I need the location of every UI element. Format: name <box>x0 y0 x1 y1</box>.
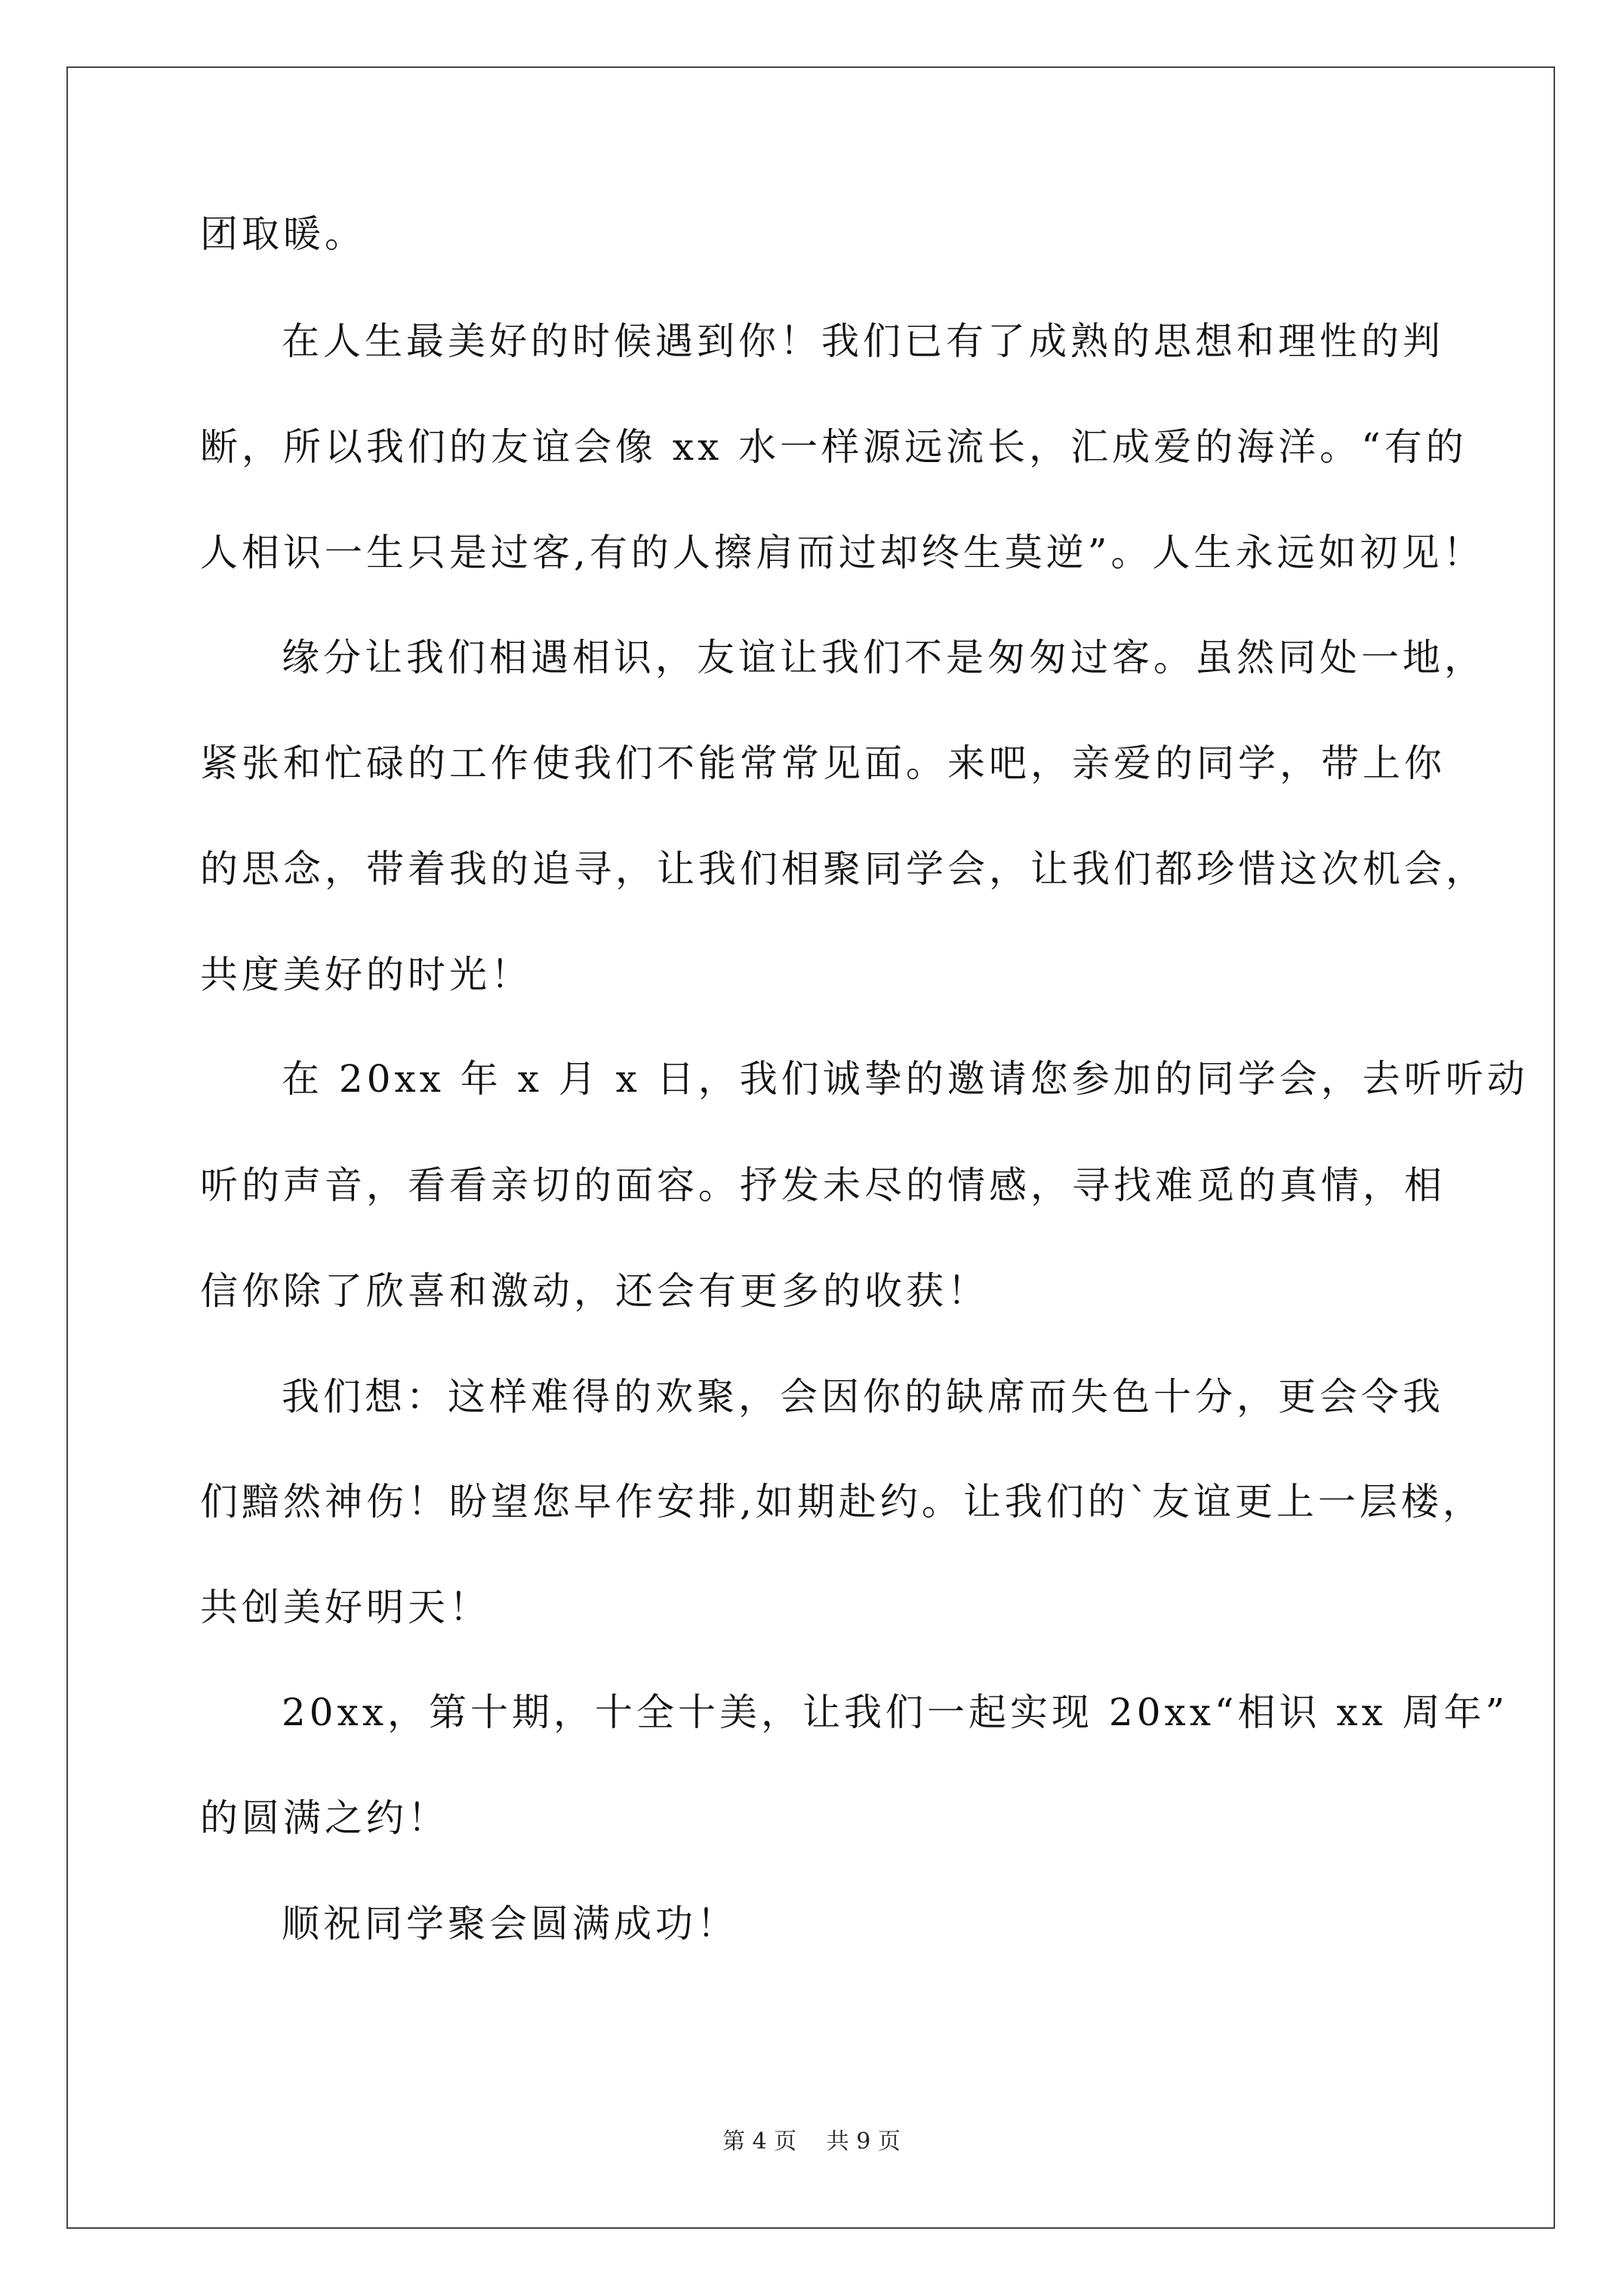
current-page-label: 第 4 页 <box>722 2128 797 2155</box>
text-line-12: 我们想：这样难得的欢聚，会因你的缺席而失色十分，更会令我 <box>282 1375 1444 1419</box>
text-line-8: 共度美好的时光！ <box>200 953 532 997</box>
text-line-17: 顺祝同学聚会圆满成功！ <box>282 1902 738 1946</box>
text-line-10: 听的声音，看看亲切的面容。抒发未尽的情感，寻找难觅的真情，相 <box>200 1163 1446 1207</box>
text-line-13: 们黯然神伤！盼望您早作安排,如期赴约。让我们的`友谊更上一层楼， <box>200 1480 1484 1524</box>
text-line-7: 的思念，带着我的追寻，让我们相聚同学会，让我们都珍惜这次机会， <box>200 847 1487 891</box>
text-line-15: 20xx，第十期，十全十美，让我们一起实现 20xx“相识 xx 周年” <box>282 1690 1509 1734</box>
text-line-1: 团取暖。 <box>200 212 366 256</box>
text-line-2: 在人生最美好的时候遇到你！我们已有了成熟的思想和理性的判 <box>282 319 1444 363</box>
text-line-16: 的圆满之约！ <box>200 1796 449 1840</box>
text-line-6: 紧张和忙碌的工作使我们不能常常见面。来吧，亲爱的同学，带上你 <box>200 741 1446 785</box>
text-line-4: 人相识一生只是过客,有的人擦肩而过却终生莫逆”。人生永远如初见！ <box>200 531 1485 575</box>
text-line-14: 共创美好明天！ <box>200 1586 491 1629</box>
text-line-11: 信你除了欣喜和激动，还会有更多的收获！ <box>200 1269 989 1313</box>
text-line-9: 在 20xx 年 x 月 x 日，我们诚挚的邀请您参加的同学会，去听听动 <box>282 1057 1529 1101</box>
text-line-3: 断，所以我们的友谊会像 xx 水一样源远流长，汇成爱的海洋。“有的 <box>200 425 1467 469</box>
text-line-5: 缘分让我们相遇相识，友谊让我们不是匆匆过客。虽然同处一地， <box>282 636 1486 680</box>
page-footer <box>0 2127 1623 2157</box>
total-pages-label: 共 9 页 <box>826 2128 901 2155</box>
